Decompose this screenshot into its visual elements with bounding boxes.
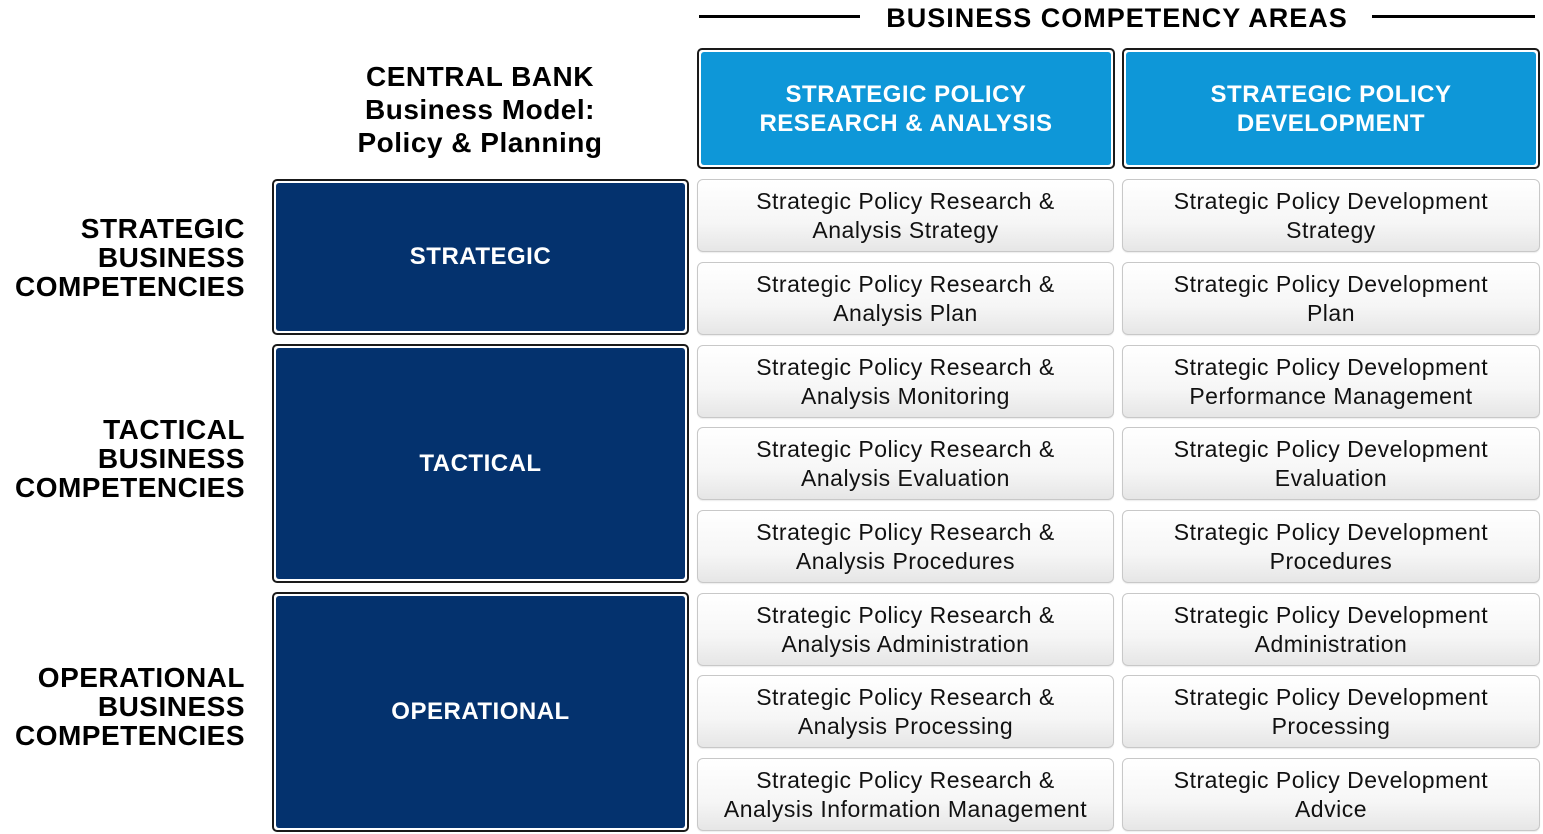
level-box-tactical	[272, 344, 689, 583]
level-box-operational	[272, 592, 689, 832]
cell-development-administration: Strategic Policy Development Administration	[1122, 593, 1540, 666]
cell-development-evaluation: Strategic Policy Development Evaluation	[1122, 427, 1540, 500]
model-title-line1: CENTRAL BANK	[366, 61, 594, 92]
cell-development-plan: Strategic Policy Development Plan	[1122, 262, 1540, 335]
column-header-line1: STRATEGIC POLICY	[1210, 80, 1452, 108]
level-label: OPERATIONAL	[276, 596, 685, 828]
banner-title: BUSINESS COMPETENCY AREAS	[886, 3, 1348, 33]
cell-research-strategy: Strategic Policy Research & Analysis Strategy	[697, 179, 1114, 252]
model-title	[320, 60, 640, 159]
column-header-line1: STRATEGIC POLICY	[785, 80, 1027, 108]
column-header-development	[1122, 48, 1540, 169]
cell-development-advice: Strategic Policy Development Advice	[1122, 758, 1540, 831]
cell-development-procedures: Strategic Policy Development Procedures	[1122, 510, 1540, 583]
column-header-research-analysis	[697, 48, 1115, 169]
cell-research-monitoring: Strategic Policy Research & Analysis Monitoring	[697, 345, 1114, 418]
row-label-tactical: TACTICAL BUSINESS COMPETENCIES	[14, 414, 245, 503]
level-label: TACTICAL	[276, 348, 685, 579]
row-label-strategic: STRATEGIC BUSINESS COMPETENCIES	[14, 213, 245, 302]
cell-development-processing: Strategic Policy Development Processing	[1122, 675, 1540, 748]
cell-development-performance-management: Strategic Policy Development Performance Management	[1122, 345, 1540, 418]
model-title-line3: Policy & Planning	[357, 127, 603, 158]
level-box-strategic	[272, 179, 689, 335]
banner-line-right	[1372, 15, 1535, 18]
banner-line-left	[699, 15, 860, 18]
cell-research-plan: Strategic Policy Research & Analysis Plan	[697, 262, 1114, 335]
level-label: STRATEGIC	[276, 183, 685, 331]
cell-research-evaluation: Strategic Policy Research & Analysis Evaluation	[697, 427, 1114, 500]
column-header-line2: DEVELOPMENT	[1236, 109, 1426, 137]
model-title-line2: Business Model:	[365, 94, 595, 125]
cell-research-information-management: Strategic Policy Research & Analysis Information Management	[697, 758, 1114, 831]
row-label-operational: OPERATIONAL BUSINESS COMPETENCIES	[14, 662, 245, 751]
column-header-line2: RESEARCH & ANALYSIS	[759, 109, 1053, 137]
cell-research-procedures: Strategic Policy Research & Analysis Procedures	[697, 510, 1114, 583]
cell-development-strategy: Strategic Policy Development Strategy	[1122, 179, 1540, 252]
cell-research-administration: Strategic Policy Research & Analysis Administration	[697, 593, 1114, 666]
cell-research-processing: Strategic Policy Research & Analysis Processing	[697, 675, 1114, 748]
